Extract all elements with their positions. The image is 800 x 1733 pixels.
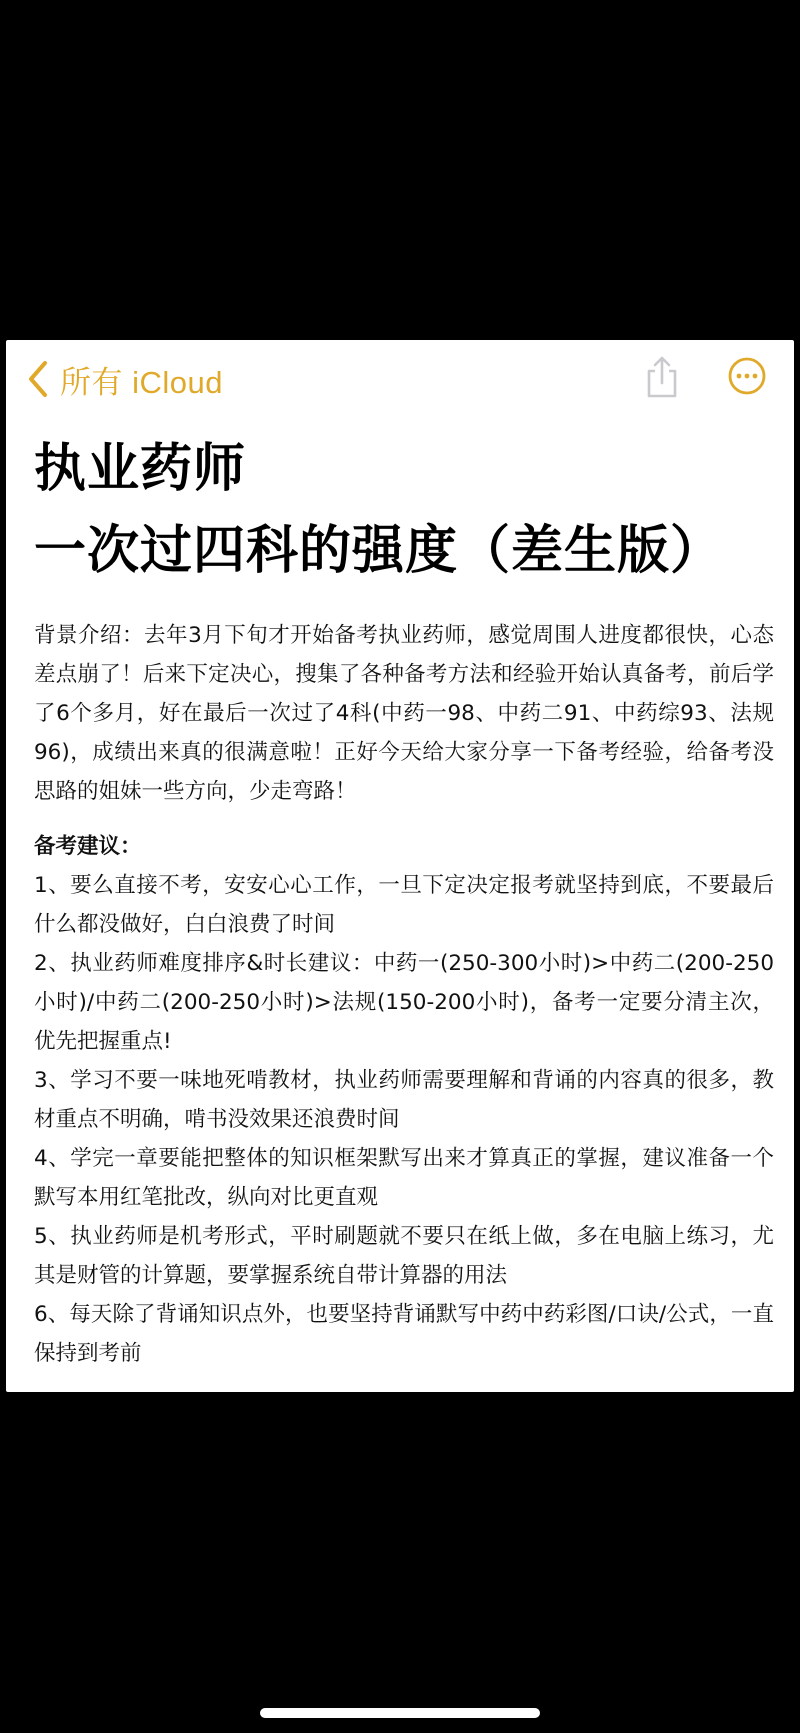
list-item: 3、学习不要一味地死啃教材，执业药师需要理解和背诵的内容真的很多，教材重点不明确，啃书没效果还浪费时间	[34, 1068, 774, 1132]
more-button[interactable]	[724, 355, 770, 401]
more-icon	[727, 356, 767, 400]
back-button[interactable]	[20, 356, 223, 402]
list-item: 6、每天除了背诵知识点外，也要坚持背诵默写中药中药彩图/口诀/公式，一直保持到考前	[34, 1302, 774, 1366]
tip-list	[34, 866, 774, 1373]
note-title	[34, 428, 774, 592]
list-item: 2、执业药师难度排序&时长建议：中药一(250-300小时)>中药二(200-250小时)/中药二(200-250小时)>法规(150-200小时)，备考一定要分清主次，优先把握重点!	[34, 951, 774, 1054]
list-item: 1、要么直接不考，安安心心工作，一旦下定决定报考就坚持到底，不要最后什么都没做好，白白浪费了时间	[34, 873, 774, 937]
note-body[interactable]	[34, 616, 774, 1373]
intro-paragraph: 背景介绍：去年3月下旬才开始备考执业药师，感觉周围人进度都很快，心态差点崩了！后来下定决心，搜集了各种备考方法和经验开始认真备考，前后学了6个多月，好在最后一次过了4科(中药一98、中药二91、中药综93、法规96)，成绩出来真的很满意啦！正好今天给大家分享一下备考经验，给备考没思路的姐妹一些方向，少走弯路！	[34, 623, 774, 804]
share-button[interactable]	[638, 354, 686, 404]
list-item: 4、学完一章要能把整体的知识框架默写出来才算真正的掌握，建议准备一个默写本用红笔批改，纵向对比更直观	[34, 1146, 774, 1210]
back-label: 所有 iCloud	[60, 364, 223, 400]
note-card	[6, 340, 794, 1392]
nav-bar	[6, 340, 794, 424]
home-indicator[interactable]	[260, 1708, 540, 1718]
list-item: 5、执业药师是机考形式，平时刷题就不要只在纸上做，多在电脑上练习，尤其是财管的计算题，要掌握系统自带计算器的用法	[34, 1224, 774, 1288]
share-icon	[645, 355, 679, 403]
note-title-line-2: 一次过四科的强度（差生版）	[34, 521, 724, 581]
section-heading: 备考建议：	[34, 834, 142, 859]
note-title-line-1: 执业药师	[34, 439, 247, 499]
chevron-left-icon	[20, 356, 56, 402]
